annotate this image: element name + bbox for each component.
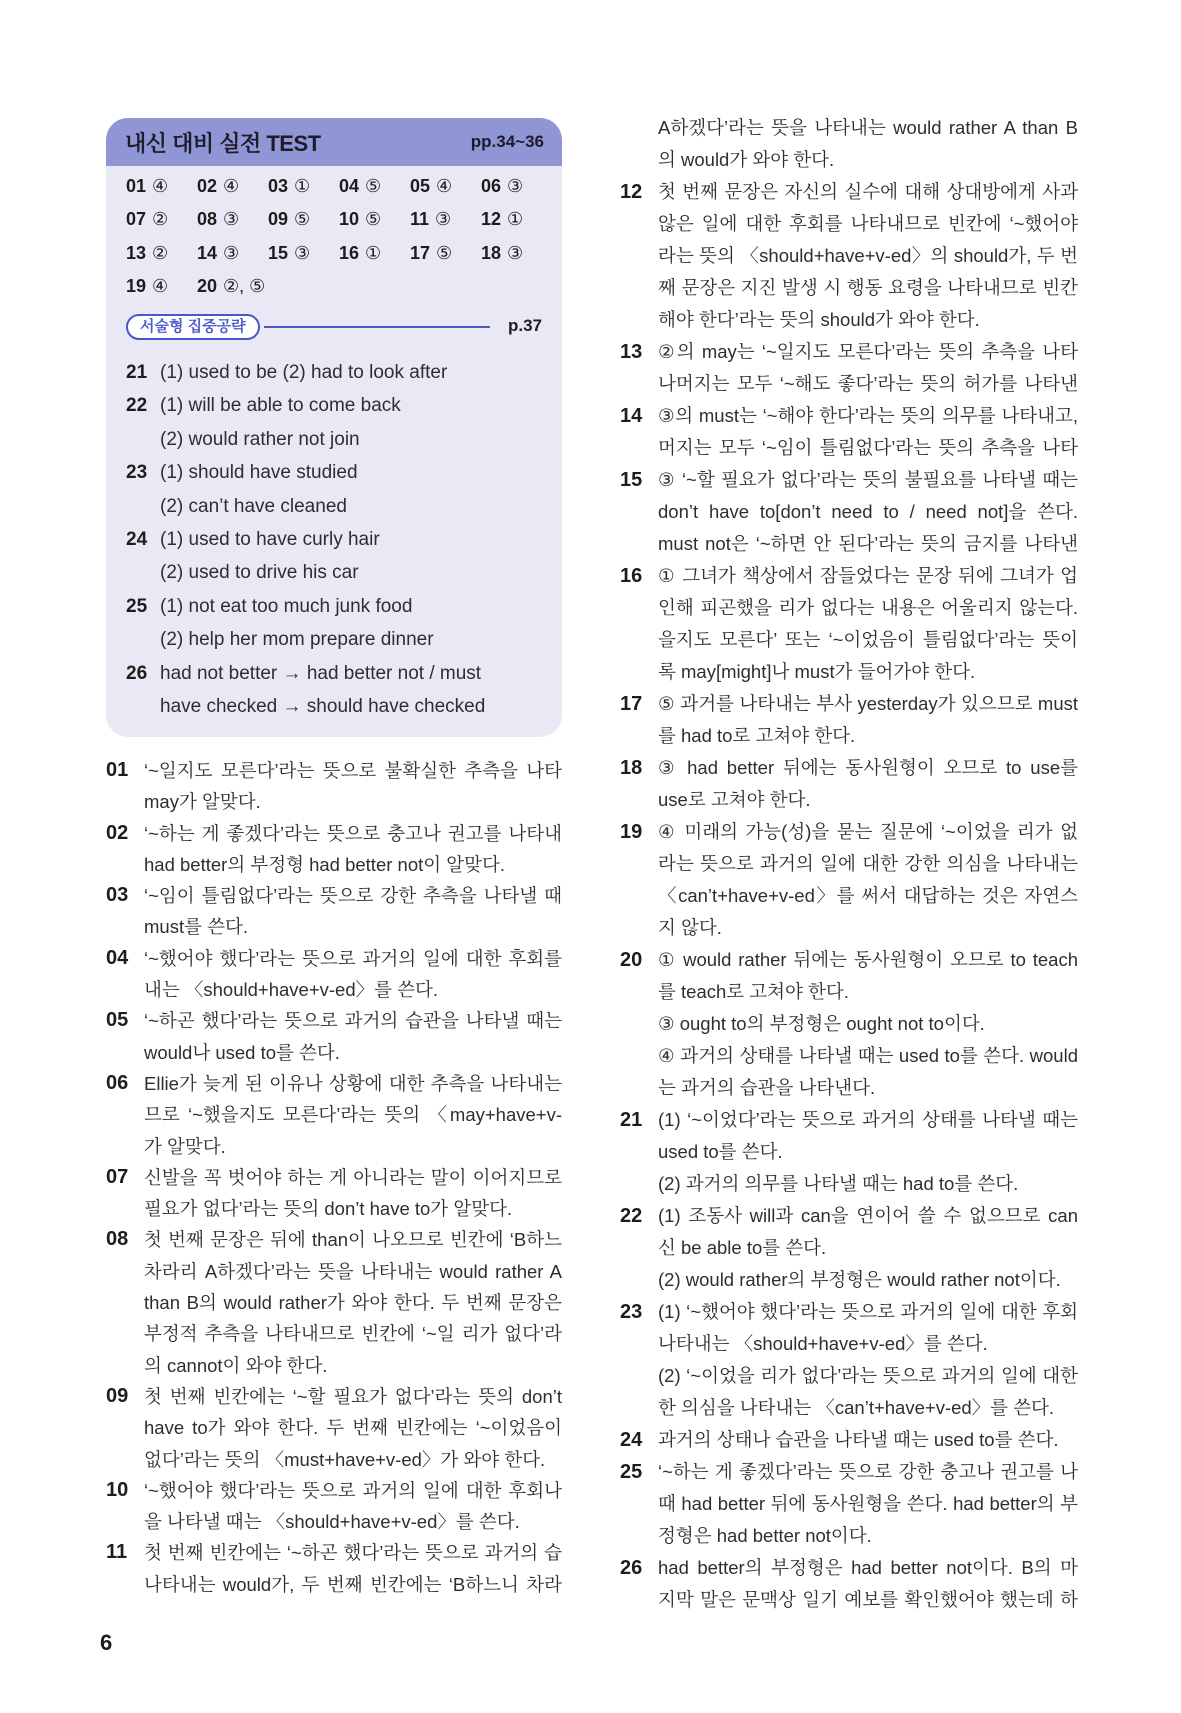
explanation-text: (2) 과거의 의무를 나타낼 때는 had to를 쓴다. [658, 1173, 1019, 1194]
explanation-number: 05 [106, 1009, 129, 1032]
explanation-text: Ellie가 늦게 된 이유나 상황에 대한 추측을 나타내는 [144, 1072, 562, 1094]
explanation-line [620, 848, 1078, 880]
explanation-number: 14 [620, 405, 643, 427]
answer-item [339, 209, 381, 230]
explanation-line [106, 755, 562, 786]
explanation-line [106, 1131, 562, 1162]
answer-number: 19 [126, 275, 147, 296]
explanation-text: 의 cannot이 와야 한다. [144, 1354, 328, 1376]
explanation-text: must를 쓴다. [144, 916, 248, 938]
answer-key-header [106, 118, 562, 166]
explanation-number: 20 [620, 949, 643, 971]
explanation-text: 를 had to로 고쳐야 한다. [658, 725, 856, 746]
answer-item [197, 243, 239, 264]
explanation-line [620, 784, 1078, 816]
answer-item [481, 176, 523, 197]
explanation-line [106, 1318, 562, 1349]
answer-choice: ⑤ [436, 242, 453, 263]
explanation-number: 02 [106, 821, 129, 844]
explanation-text: 의 would가 와야 한다. [658, 149, 835, 170]
explanation-text: ‘~일지도 모른다’라는 뜻으로 불확실한 추측을 나타 [144, 760, 562, 781]
answer-item [126, 243, 168, 264]
explanation-number: 24 [620, 1429, 643, 1451]
explanation-line [620, 688, 1078, 720]
answer-number: 17 [410, 242, 431, 263]
explanation-text: 필요가 없다’라는 뜻의 don’t have to가 알맞다. [144, 1198, 513, 1220]
explanation-line [106, 1444, 562, 1475]
explanation-line [620, 1328, 1078, 1360]
explanation-text: 없다’라는 뜻의 〈must+have+v-ed〉가 와야 한다. [144, 1448, 546, 1470]
answer-choice: ① [294, 176, 311, 196]
short-answer-number: 21 [126, 362, 148, 383]
explanation-line [620, 752, 1078, 784]
explanation-line [620, 1136, 1078, 1168]
answer-choice: ④ [152, 176, 169, 196]
answer-item [481, 243, 523, 264]
explanation-line [106, 1381, 562, 1412]
short-answer-list [126, 356, 546, 723]
explanation-text: ④ 과거의 상태를 나타낼 때는 used to를 쓴다. would [658, 1045, 1078, 1066]
explanation-line [620, 144, 1078, 176]
explanation-text: 록 may[might]나 must가 들어가야 한다. [658, 661, 976, 682]
explanation-number: 08 [106, 1228, 129, 1251]
short-answer-line [126, 490, 546, 523]
explanation-text: 나머지는 모두 ‘~해도 좋다’라는 뜻의 허가를 나타낸 [658, 373, 1078, 394]
explanation-line [620, 1168, 1078, 1200]
explanation-text: ③의 must는 ‘~해야 한다’라는 뜻의 의무를 나타내고, [658, 405, 1078, 426]
section-badge: 서술형 집중공략 [126, 314, 260, 340]
explanation-number: 22 [620, 1205, 643, 1227]
answer-choice: ② [152, 209, 169, 230]
answer-item [197, 209, 239, 230]
explanation-line [620, 976, 1078, 1008]
section-divider [126, 314, 542, 340]
explanation-line [620, 880, 1078, 912]
answer-number: 14 [197, 242, 218, 263]
short-answer-line [126, 690, 546, 723]
answer-choice: ③ [223, 242, 240, 263]
answer-item [268, 176, 310, 197]
explanation-text: 나타내는 would가, 두 번째 빈칸에는 ‘B하느니 차라 [144, 1573, 562, 1595]
explanation-text: 라는 뜻의 〈should+have+v-ed〉의 should가, 두 번 [658, 245, 1078, 266]
explanation-line [620, 1584, 1078, 1616]
explanation-line [620, 1104, 1078, 1136]
explanation-line [620, 304, 1078, 336]
explanation-line [620, 368, 1078, 400]
explanation-number: 17 [620, 693, 643, 715]
explanation-number: 11 [106, 1541, 128, 1564]
answer-number: 16 [339, 242, 360, 263]
explanation-text: (1) ‘~했어야 했다’라는 뜻으로 과거의 일에 대한 후회 [658, 1301, 1078, 1322]
explanation-text: 인해 피곤했을 리가 없다는 내용은 어울리지 않는다. [658, 597, 1078, 618]
explanation-line [620, 944, 1078, 976]
answer-choice: ③ [294, 242, 311, 263]
explanation-line [620, 1456, 1078, 1488]
explanation-number: 07 [106, 1165, 129, 1188]
explanation-number: 18 [620, 757, 643, 779]
short-answer-text: have checked → should have checked [160, 695, 486, 717]
explanation-text: ③ ought to의 부정형은 ought not to이다. [658, 1013, 985, 1034]
explanation-number: 21 [620, 1109, 643, 1131]
short-answer-text: (2) used to drive his car [160, 562, 359, 584]
answer-key-title [125, 127, 321, 158]
explanation-text: (1) 조동사 will과 can을 연이어 쓸 수 없으므로 can [658, 1205, 1078, 1226]
explanation-text: (2) ‘~이었을 리가 없다’라는 뜻으로 과거의 일에 대한 [658, 1365, 1078, 1386]
answer-item [410, 209, 451, 230]
explanation-text: had better의 부정형은 had better not이다. B의 마 [658, 1557, 1078, 1578]
answer-number: 01 [126, 176, 147, 196]
title-plain: 내신 대비 [125, 130, 214, 156]
answer-number: 03 [268, 176, 289, 196]
explanation-text: 머지는 모두 ‘~임이 틀림없다’라는 뜻의 추측을 나타 [658, 437, 1078, 458]
explanation-line [620, 1040, 1078, 1072]
explanation-line [106, 1037, 562, 1068]
answer-choice: ① [507, 209, 524, 230]
answer-item [126, 276, 168, 297]
explanation-line [106, 974, 562, 1005]
short-answer-line [126, 523, 546, 556]
answer-number: 02 [197, 176, 218, 196]
answer-item [268, 243, 310, 264]
explanation-text: had better의 부정형 had better not이 알맞다. [144, 853, 506, 875]
explanation-line [620, 1488, 1078, 1520]
explanation-text: have to가 와야 한다. 두 번째 빈칸에는 ‘~이었음이 [144, 1417, 562, 1439]
explanation-number: 06 [106, 1071, 129, 1094]
explanation-text: 한 의심을 나타내는 〈can’t+have+v-ed〉를 쓴다. [658, 1397, 1055, 1418]
explanation-text: 해야 한다’라는 뜻의 should가 와야 한다. [658, 309, 980, 330]
answer-number: 04 [339, 176, 360, 196]
explanation-text: 지 않다. [658, 917, 722, 938]
explanation-line [106, 1193, 562, 1224]
explanation-text: 나타내는 〈should+have+v-ed〉를 쓴다. [658, 1333, 988, 1354]
explanation-number: 15 [620, 469, 643, 491]
explanation-text: ④ 미래의 가능(성)을 묻는 질문에 ‘~이었을 리가 없 [658, 821, 1078, 842]
explanation-line [106, 943, 562, 974]
explanation-line [620, 176, 1078, 208]
answer-number: 06 [481, 176, 502, 196]
explanation-line [620, 1552, 1078, 1584]
explanation-text: 라는 뜻으로 과거의 일에 대한 강한 의심을 나타내는 [658, 853, 1078, 874]
explanation-text: ① would rather 뒤에는 동사원형이 오므로 to teach [658, 949, 1078, 970]
answer-item [481, 209, 523, 230]
explanation-line [620, 272, 1078, 304]
short-answer-text: (2) help her mom prepare dinner [160, 629, 434, 651]
explanation-text: 신발을 꼭 벗어야 하는 게 아니라는 말이 이어지므로 [144, 1166, 562, 1188]
explanation-line [620, 528, 1078, 560]
explanation-text: 신 be able to를 쓴다. [658, 1237, 827, 1258]
explanation-text: ‘~하곤 했다’라는 뜻으로 과거의 습관을 나타낼 때는 [144, 1010, 562, 1032]
explanation-line [620, 1296, 1078, 1328]
explanation-number: 10 [106, 1478, 129, 1501]
explanation-text: don’t have to[don’t need to / need not]을 쓴다. [658, 501, 1078, 522]
answer-item [126, 176, 168, 197]
answer-number: 12 [481, 209, 502, 230]
answer-choice: ③ [223, 209, 240, 230]
short-answer-number: 24 [126, 528, 148, 550]
short-answer-line [126, 456, 546, 489]
page-number: 6 [100, 1630, 113, 1655]
explanation-line [620, 1264, 1078, 1296]
explanations-right-column [620, 112, 1078, 1616]
answer-item [126, 209, 168, 230]
short-answer-number: 25 [126, 595, 148, 617]
explanation-text: 를 teach로 고쳐야 한다. [658, 981, 849, 1002]
explanation-text: must not은 ‘~하면 안 된다’라는 뜻의 금지를 나타낸 [658, 533, 1078, 554]
answer-number: 18 [481, 242, 502, 263]
explanation-text: 가 알맞다. [144, 1135, 226, 1157]
explanation-line [106, 880, 562, 911]
explanation-line [106, 1475, 562, 1506]
explanation-text: ⑤ 과거를 나타내는 부사 yesterday가 있으므로 must [658, 693, 1078, 714]
answer-choice: ⑤ [294, 209, 311, 230]
divider-line [264, 326, 490, 328]
explanation-number: 04 [106, 946, 129, 969]
answer-choice: ① [365, 242, 382, 263]
explanation-line [620, 1232, 1078, 1264]
explanation-line [620, 336, 1078, 368]
answer-number: 11 [410, 209, 430, 230]
explanation-text: 을 나타낼 때는 〈should+have+v-ed〉를 쓴다. [144, 1511, 520, 1533]
answer-number: 08 [197, 209, 218, 230]
answer-choice: ④ [223, 176, 240, 196]
explanation-line [620, 912, 1078, 944]
explanation-text: 첫 번째 빈칸에는 ‘~하곤 했다’라는 뜻으로 과거의 습 [144, 1542, 562, 1564]
explanation-line [106, 1287, 562, 1318]
short-answer-line [126, 657, 546, 690]
short-answer-line [126, 389, 546, 422]
explanation-text: 지막 말은 문맥상 일기 예보를 확인했어야 했는데 하 [658, 1589, 1078, 1610]
answer-choice: ② [152, 242, 169, 263]
answer-item [268, 209, 310, 230]
explanation-line [106, 818, 562, 849]
answer-item [410, 176, 452, 197]
explanation-text: than B의 would rather가 와야 한다. 두 번째 문장은 [144, 1292, 562, 1314]
explanation-text: ‘~했어야 했다’라는 뜻으로 과거의 일에 대한 후회를 [144, 947, 562, 969]
explanation-line [106, 1569, 562, 1600]
short-answer-line [126, 590, 546, 623]
explanation-line [620, 624, 1078, 656]
explanation-text: ‘~했어야 했다’라는 뜻으로 과거의 일에 대한 후회나 [144, 1479, 562, 1501]
answer-choice: ⑤ [365, 209, 382, 230]
explanation-number: 25 [620, 1461, 643, 1483]
explanation-line [620, 1072, 1078, 1104]
explanation-line [620, 1200, 1078, 1232]
section-page: p.37 [507, 316, 542, 335]
explanation-line [106, 1412, 562, 1443]
explanation-text: 〈can’t+have+v-ed〉를 써서 대답하는 것은 자연스 [658, 885, 1078, 906]
short-answer-text: had not better → had better not / must [160, 662, 482, 684]
explanation-line [106, 1506, 562, 1537]
answer-number: 20 [197, 275, 218, 296]
answer-choice: ④ [436, 176, 453, 196]
short-answer-line [126, 423, 546, 456]
explanation-line [620, 208, 1078, 240]
answer-choice: ③ [507, 242, 524, 263]
explanation-line [620, 816, 1078, 848]
short-answer-text: (1) used to have curly hair [160, 528, 380, 550]
explanation-line [106, 1256, 562, 1287]
short-answer-text: (2) would rather not join [160, 428, 360, 450]
short-answer-line [126, 356, 546, 389]
explanation-number: 13 [620, 341, 643, 363]
explanation-text: 정형은 had better not이다. [658, 1525, 872, 1546]
explanation-text: 므로 ‘~했을지도 모른다’라는 뜻의 〈may+have+v- [144, 1104, 562, 1126]
short-answer-text: (2) can’t have cleaned [160, 495, 347, 517]
short-answer-line [126, 556, 546, 589]
explanation-line [106, 1537, 562, 1568]
explanation-text: 첫 번째 빈칸에는 ‘~할 필요가 없다’라는 뜻의 don’t [144, 1385, 562, 1407]
answer-item [339, 176, 381, 197]
explanation-line [106, 849, 562, 880]
short-answer-text: (1) used to be (2) had to look after [160, 362, 448, 383]
answer-item [339, 243, 381, 264]
explanation-line [106, 786, 562, 817]
explanation-line [620, 656, 1078, 688]
answer-choice: ③ [507, 176, 524, 196]
explanations-left-column [106, 755, 562, 1600]
short-answer-text: (1) should have studied [160, 462, 358, 484]
answer-number: 13 [126, 242, 147, 263]
explanation-line [106, 1224, 562, 1255]
explanation-line [620, 496, 1078, 528]
explanation-number: 03 [106, 884, 129, 907]
explanation-line [620, 1424, 1078, 1456]
answer-item [197, 176, 239, 197]
explanation-text: 내는 〈should+have+v-ed〉를 쓴다. [144, 979, 439, 1001]
explanation-line [620, 240, 1078, 272]
answer-choice: ③ [435, 209, 452, 230]
explanation-line [620, 1520, 1078, 1552]
short-answer-text: (1) will be able to come back [160, 395, 401, 417]
explanation-text: ① 그녀가 책상에서 잠들었다는 문장 뒤에 그녀가 업 [658, 565, 1078, 586]
short-answer-number: 22 [126, 395, 148, 417]
explanation-text: ‘~하는 게 좋겠다’라는 뜻으로 충고나 권고를 나타내 [144, 822, 562, 844]
short-answer-number: 26 [126, 662, 148, 684]
explanation-text: ③ ‘~할 필요가 없다’라는 뜻의 불필요를 나타낼 때는 [658, 469, 1078, 490]
explanation-text: 부정적 추측을 나타내므로 빈칸에 ‘~일 리가 없다’라 [144, 1323, 562, 1345]
explanation-number: 16 [620, 565, 643, 587]
explanation-line [620, 1360, 1078, 1392]
answer-item [197, 276, 265, 297]
explanation-line [620, 464, 1078, 496]
explanation-text: would나 used to를 쓴다. [144, 1041, 340, 1063]
explanation-text: use로 고쳐야 한다. [658, 789, 811, 810]
answer-item [410, 243, 452, 264]
answer-number: 05 [410, 176, 431, 196]
explanation-line [106, 911, 562, 942]
answer-choice: ②, ⑤ [223, 275, 266, 296]
title-bold: 실전 TEST [219, 130, 321, 156]
explanation-line [620, 1008, 1078, 1040]
explanation-text: 째 문장은 지진 발생 시 행동 요령을 나타내므로 빈칸 [658, 277, 1078, 298]
answer-number: 10 [339, 209, 360, 230]
explanation-text: 때 had better 뒤에 동사원형을 쓴다. had better의 부 [658, 1493, 1078, 1514]
explanation-text: 는 과거의 습관을 나타낸다. [658, 1077, 876, 1098]
explanation-line [620, 400, 1078, 432]
explanation-line [620, 1392, 1078, 1424]
explanation-text: 첫 번째 문장은 자신의 실수에 대해 상대방에게 사과 [658, 181, 1078, 202]
explanation-line [106, 1099, 562, 1130]
explanation-text: may가 알맞다. [144, 791, 261, 813]
explanation-text: 차라리 A하겠다’라는 뜻을 나타내는 would rather A [144, 1260, 562, 1282]
explanation-text: ②의 may는 ‘~일지도 모른다’라는 뜻의 추측을 나타 [658, 341, 1078, 362]
explanation-number: 23 [620, 1301, 643, 1323]
explanation-text: ③ had better 뒤에는 동사원형이 오므로 to use를 [658, 757, 1078, 778]
explanation-line [620, 432, 1078, 464]
explanation-text: 을지도 모른다’ 또는 ‘~이었음이 틀림없다’라는 뜻이 [658, 629, 1078, 650]
short-answer-line [126, 623, 546, 656]
answer-number: 09 [268, 209, 289, 230]
explanation-number: 26 [620, 1557, 643, 1579]
explanation-text: (2) would rather의 부정형은 would rather not이다. [658, 1269, 1061, 1290]
explanation-text: A하겠다’라는 뜻을 나타내는 would rather A than B [658, 117, 1078, 138]
explanation-text: 않은 일에 대한 후회를 나타내므로 빈칸에 ‘~했어야 [658, 213, 1078, 234]
short-answer-text: (1) not eat too much junk food [160, 595, 413, 617]
explanation-number: 09 [106, 1384, 129, 1407]
explanation-line [620, 560, 1078, 592]
answer-choice: ⑤ [365, 176, 382, 196]
answer-choice: ④ [152, 275, 169, 296]
explanation-line [106, 1350, 562, 1381]
explanation-line [620, 592, 1078, 624]
explanation-text: (1) ‘~이었다’라는 뜻으로 과거의 상태를 나타낼 때는 [658, 1109, 1078, 1130]
explanation-line [106, 1162, 562, 1193]
explanation-number: 12 [620, 181, 643, 203]
explanation-text: ‘~임이 틀림없다’라는 뜻으로 강한 추측을 나타낼 때 [144, 885, 562, 907]
explanation-number: 01 [106, 759, 129, 781]
explanation-line [106, 1068, 562, 1099]
explanation-line [106, 1005, 562, 1036]
explanation-text: ‘~하는 게 좋겠다’라는 뜻으로 강한 충고나 권고를 나 [658, 1461, 1078, 1482]
page-range: pp.34~36 [470, 132, 544, 151]
answer-number: 07 [126, 209, 147, 230]
explanation-line [620, 720, 1078, 752]
explanation-text: 과거의 상태나 습관을 나타낼 때는 used to를 쓴다. [658, 1429, 1059, 1450]
short-answer-number: 23 [126, 462, 148, 484]
explanation-line [620, 112, 1078, 144]
answer-number: 15 [268, 242, 289, 263]
answer-key-box [106, 118, 562, 737]
explanation-text: used to를 쓴다. [658, 1141, 783, 1162]
explanation-text: 첫 번째 문장은 뒤에 than이 나오므로 빈칸에 ‘B하느 [144, 1229, 562, 1251]
explanation-number: 19 [620, 821, 643, 843]
